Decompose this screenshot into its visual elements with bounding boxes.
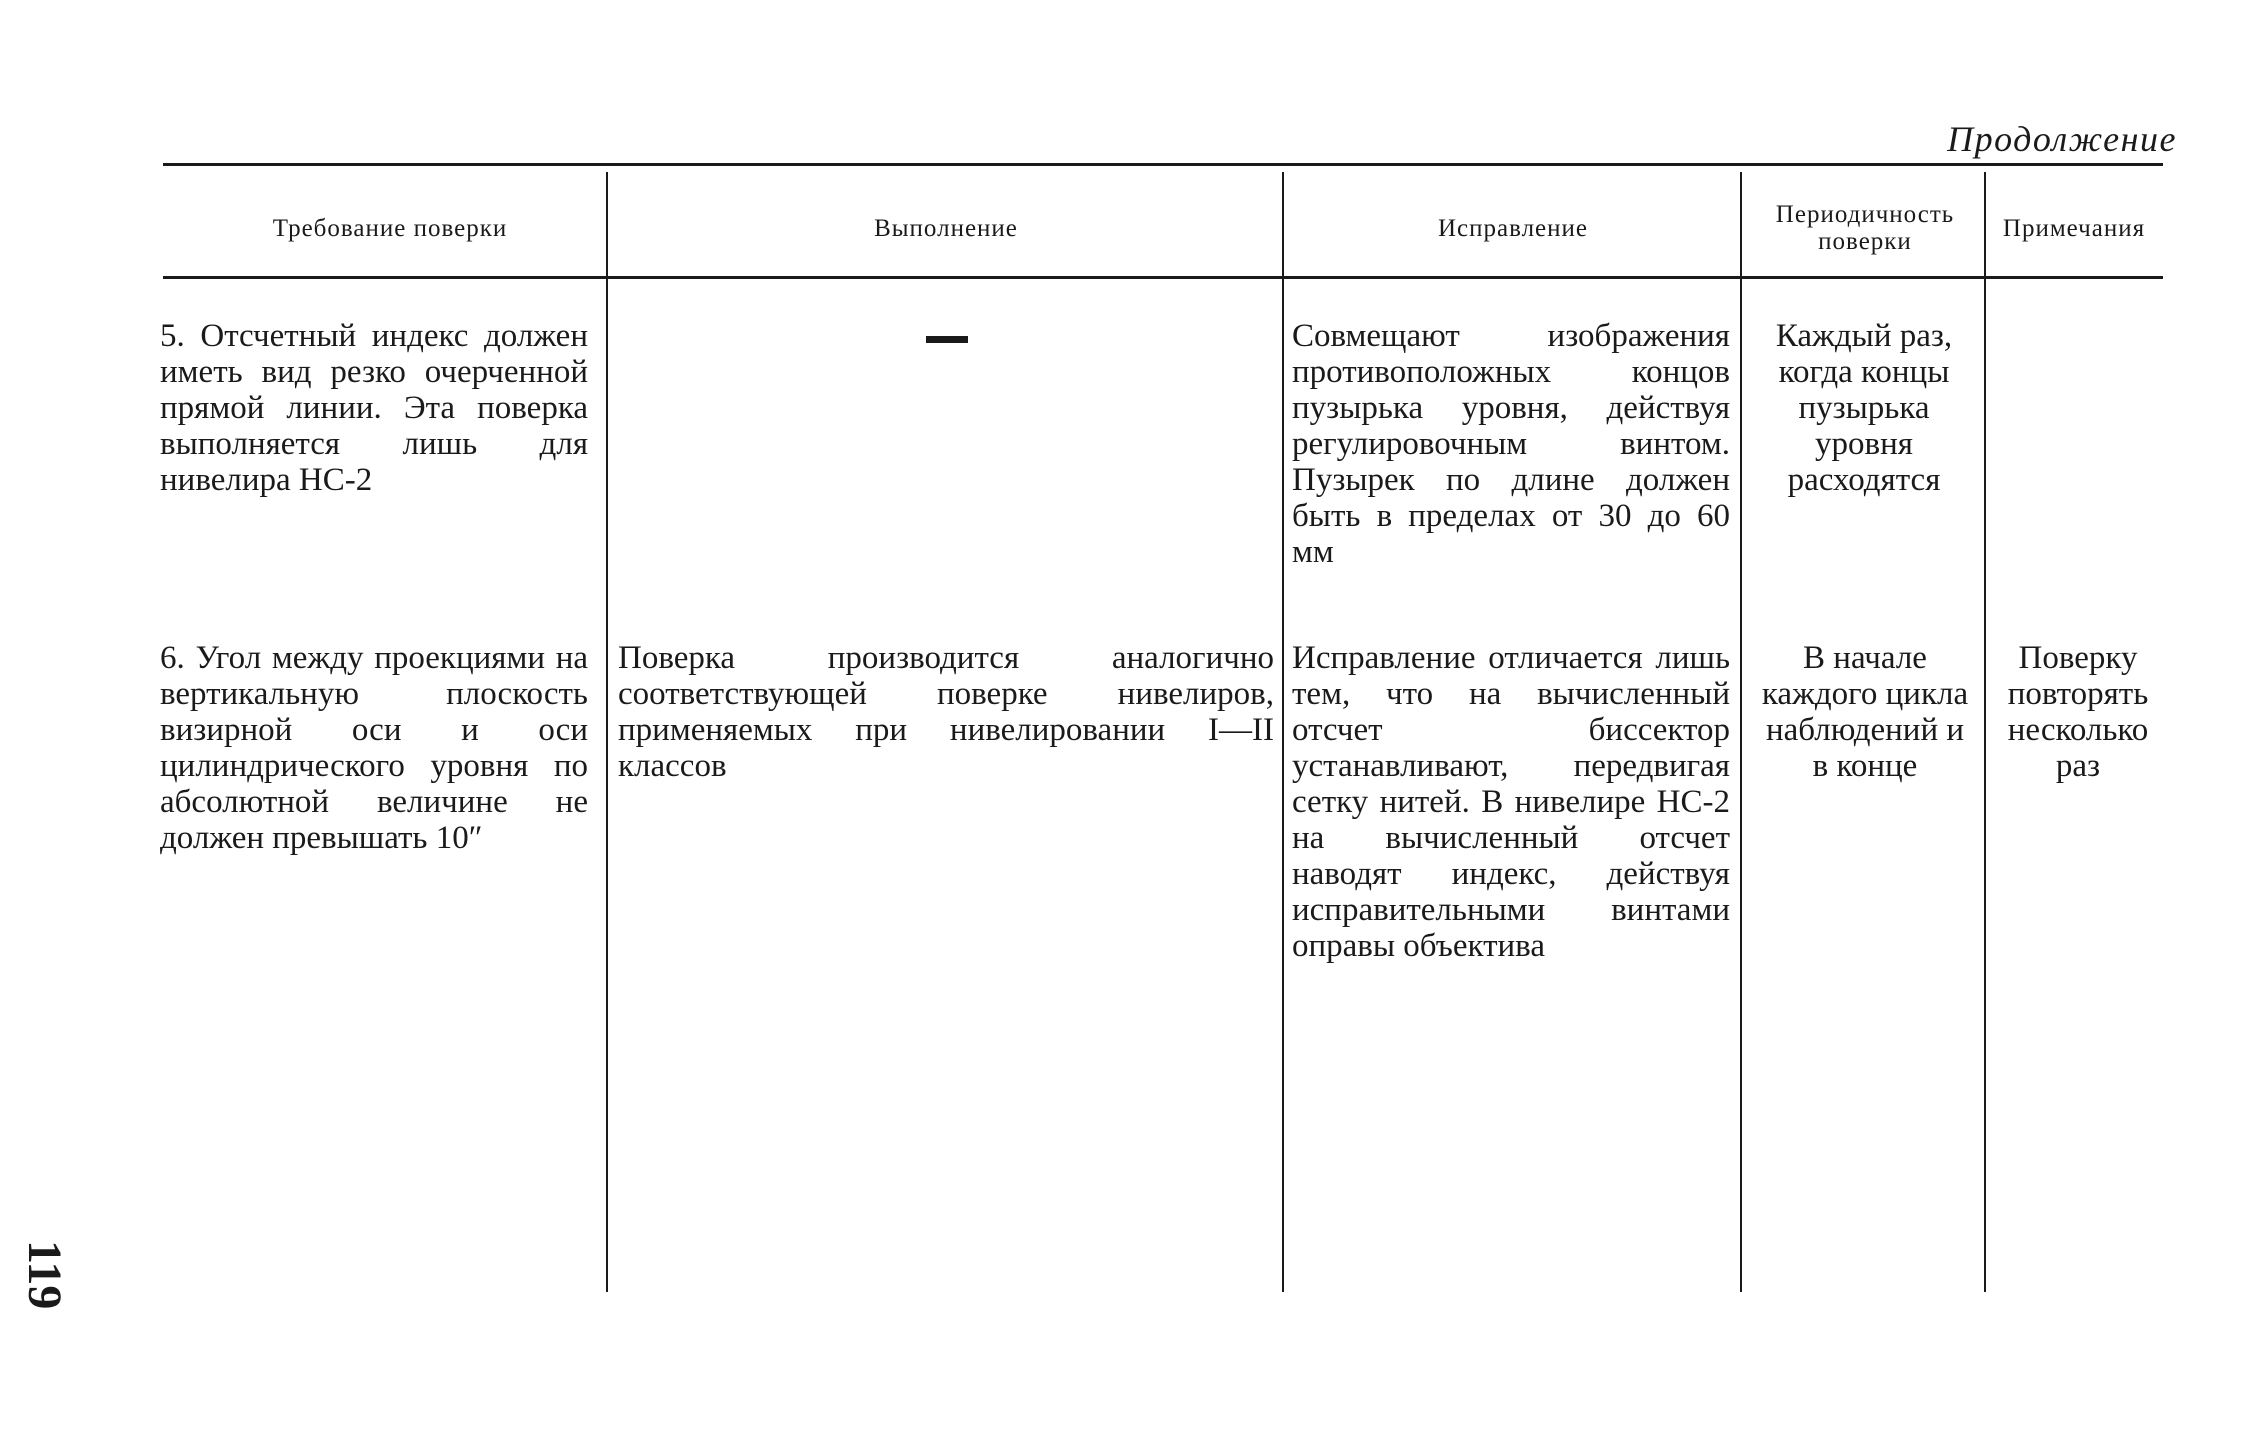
continuation-label: Продолжение [1947,119,2177,159]
table-top-rule [163,163,2163,166]
column-divider-2 [1282,172,1284,1292]
row2-correction: Исправление отличается лишь тем, что на вычисленный отсчет биссектор устанавливают, передвигая сетку нитей. В нивелире НС-2 на вычисленный отсчет наводят индекс, действуя исправительными винтами оправы объектива [1292,640,1730,964]
header-requirement: Требование поверки [272,214,508,242]
row1-execution-dash [926,336,968,343]
row1-periodicity: Каждый раз, когда концы пузырька уровня расходятся [1775,318,1953,498]
row2-execution: Поверка производится аналогично соответствующей поверке нивелиров, применяемых при нивелировании I—II классов [618,640,1274,784]
header-periodicity: Периодичность поверки [1775,201,1955,255]
page-number: 119 [18,1240,71,1310]
row2-periodicity: В начале каждого цикла наблюдений и в конце [1761,640,1969,784]
column-divider-4 [1984,172,1986,1292]
column-divider-3 [1740,172,1742,1292]
header-execution: Выполнение [874,214,1018,242]
row2-notes: Поверку повторять несколько раз [2007,640,2149,784]
row1-requirement: 5. Отсчетный индекс должен иметь вид резко очерченной прямой линии. Эта поверка выполняется лишь для нивелира НС-2 [160,318,588,498]
header-notes: Примечания [2002,214,2146,242]
row2-requirement: 6. Угол между проекциями на вертикальную плоскость визирной оси и оси цилиндрического уровня по абсолютной величине не должен превышать 10″ [160,640,588,856]
column-divider-1 [606,172,608,1292]
row1-correction: Совмещают изображения противоположных концов пузырька уровня, действуя регулировочным винтом. Пузырек по длине должен быть в пределах от 30 до 60 мм [1292,318,1730,570]
header-correction: Исправление [1437,214,1589,242]
